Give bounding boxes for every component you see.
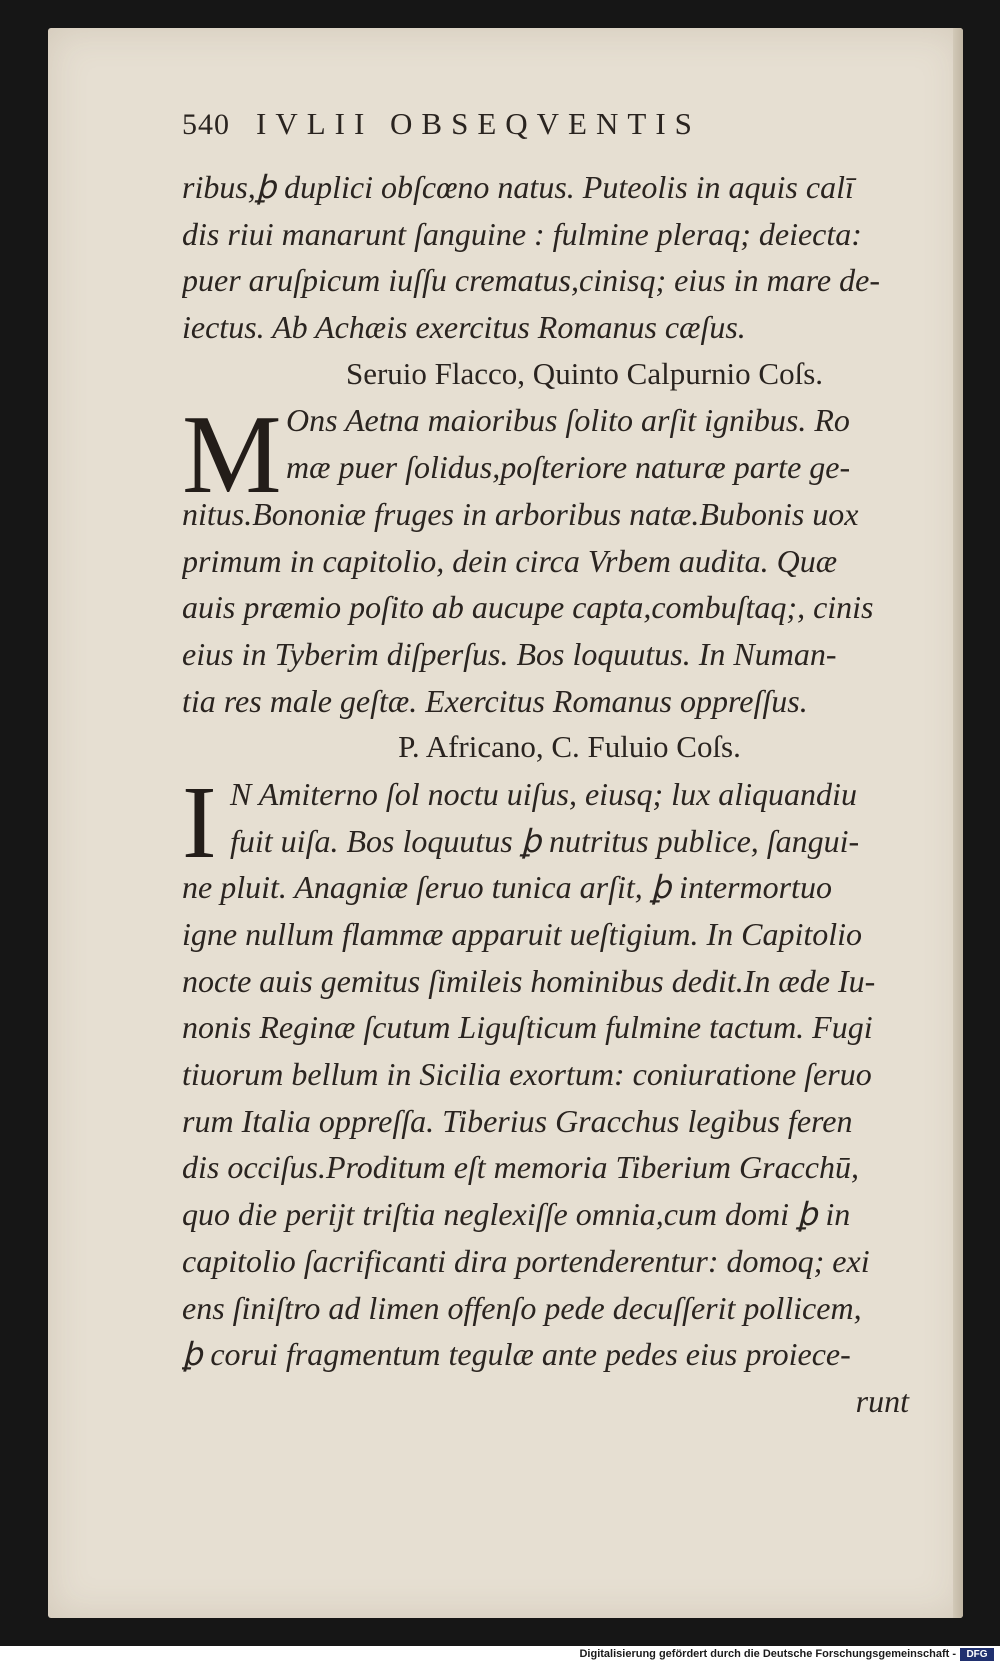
text-block — [182, 164, 917, 1425]
text-line: primum in capitolio, dein circa Vrbem audita. Quæ — [182, 542, 838, 579]
text-line: auis præmio poſito ab aucupe capta,combuſtaq;, cinis — [182, 589, 874, 626]
page-number: 540 — [182, 108, 230, 141]
text-line: ribus,ꝧ duplici obſcœno natus. Puteolis in aquis calī — [182, 169, 854, 205]
text-line: capitolio ſacrificanti dira portenderentur: domoq; exi — [182, 1242, 870, 1279]
text-line: nonis Reginæ ſcutum Liguſticum fulmine tactum. Fugi — [182, 1009, 873, 1046]
section-heading-consuls-2: P. Africano, C. Fuluio Coſs. — [398, 729, 741, 765]
catchword: runt — [855, 1382, 909, 1419]
text-line: igne nullum flammæ apparuit ueſtigium. In Capitolio — [182, 916, 862, 952]
text-line: rum Italia oppreſſa. Tiberius Gracchus legibus feren — [182, 1102, 853, 1139]
text-line: puer aruſpicum iuſſu crematus,cinisq; eius in mare de- — [182, 262, 880, 299]
digitization-credit: Digitalisierung gefördert durch die Deutsche Forschungsgemeinschaft - — [579, 1648, 956, 1660]
text-line: tia res male geſtæ. Exercitus Romanus oppreſſus. — [182, 682, 808, 719]
text-line: dis occiſus.Proditum eſt memoria Tiberium Gracchū, — [182, 1149, 859, 1186]
section-heading-consuls-1: Seruio Flacco, Quinto Calpurnio Coſs. — [345, 355, 824, 391]
text-line: nitus.Bononiæ fruges in arboribus natæ.Bubonis uox — [182, 495, 859, 532]
paragraph-1 — [182, 393, 917, 724]
text-line: ꝧ corui fragmentum tegulæ ante pedes eius proiece- — [182, 1336, 851, 1373]
text-line: ens ſiniſtro ad limen offenſo pede decuſſerit pollicem, — [182, 1289, 862, 1326]
text-line: eius in Tyberim diſperſus. Bos loquutus. In Numan- — [182, 635, 837, 672]
text-line: dis riui manarunt ſanguine : fulmine pleraq; deiecta: — [182, 215, 862, 252]
drop-cap: M — [182, 393, 278, 518]
text-line: tiuorum bellum in Sicilia exortum: coniuratione ſeruo — [182, 1056, 872, 1093]
running-head: IVLII OBSEQVENTIS — [256, 106, 701, 141]
page-header — [182, 106, 917, 142]
text-line: N Amiterno ſol noctu uiſus, eiusq; lux aliquandiu — [230, 775, 857, 812]
text-line: fuit uiſa. Bos loquutus ꝧ nutritus publice, ſangui- — [230, 822, 860, 859]
text-line: nocte auis gemitus ſimileis hominibus dedit.In æde Iu- — [182, 962, 876, 999]
text-line: mæ puer ſolidus,poſteriore naturæ parte ge- — [286, 449, 851, 486]
page-edge — [953, 28, 963, 1618]
paragraph-2 — [182, 764, 917, 1378]
text-line: iectus. Ab Achæis exercitus Romanus cæſus. — [182, 309, 746, 346]
text-line: quo die perijt triſtia neglexiſſe omnia,cum domi ꝧ in — [182, 1196, 851, 1233]
text-line: ne pluit. Anagniæ ſeruo tunica arſit, ꝧ intermortuo — [182, 869, 832, 906]
text-line: Ons Aetna maioribus ſolito arſit ignibus. Ro — [286, 402, 850, 439]
dfg-logo: DFG — [960, 1648, 994, 1661]
drop-cap: I — [182, 764, 217, 880]
